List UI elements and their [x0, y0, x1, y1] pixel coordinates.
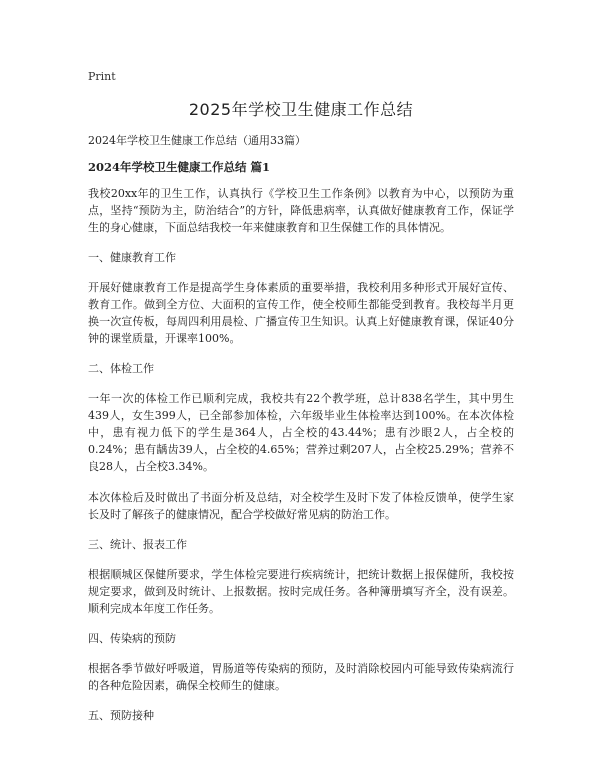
document-subtitle: 2024年学校卫生健康工作总结（通用33篇）	[88, 134, 306, 147]
section-title: 2024年学校卫生健康工作总结 篇1	[88, 160, 271, 174]
paragraph-physical-exam-results: 一年一次的体检工作已顺利完成，我校共有22个教学班，总计838名学生，其中男生439人，女生399人，已全部参加体检，六年级毕业生体检率达到100%。在本次体检中，患有视力低下的学生是364人，占全校的43.44%；患有沙眼2人，占全校的0.24%；患有龋齿39人，占全校的4.65%；营养过剩207人，占全校25.29%；营养不良28人，占全校3.34%。	[88, 392, 514, 473]
paragraph-disease-prevention: 根据各季节做好呼吸道，胃肠道等传染病的预防，及时消除校园内可能导致传染病流行的各种危险因素，确保全校师生的健康。	[88, 662, 514, 692]
section-heading-physical-exam: 二、体检工作	[88, 362, 154, 375]
section-heading-statistics: 三、统计、报表工作	[88, 538, 187, 551]
print-label: Print	[88, 70, 116, 83]
intro-paragraph: 我校20xx年的卫生工作，认真执行《学校卫生工作条例》以教育为中心，以预防为重点，坚持“预防为主，防治结合”的方针，降低患病率，认真做好健康教育工作，保证学生的身心健康，下面总结我校一年来健康教育和卫生保健工作的具体情况。	[88, 187, 514, 234]
section-heading-vaccination: 五、预防接种	[88, 709, 154, 722]
section-heading-disease-prevention: 四、传染病的预防	[88, 632, 176, 645]
document-title: 2025年学校卫生健康工作总结	[188, 100, 414, 119]
paragraph-health-education: 开展好健康教育工作是提高学生身体素质的重要举措，我校利用多种形式开展好宣传、教育工作。做到全方位、大面积的宣传工作，使全校师生都能受到教育。我校每半月更换一次宣传板，每周四利用晨检、广播宣传卫生知识。认真上好健康教育课，保证40分钟的课堂质量，开课率100%。	[88, 281, 514, 345]
section-heading-health-education: 一、健康教育工作	[88, 251, 176, 264]
paragraph-physical-exam-followup: 本次体检后及时做出了书面分析及总结，对全校学生及时下发了体检反馈单，使学生家长及时了解孩子的健康情况，配合学校做好常见病的防治工作。	[88, 491, 514, 521]
paragraph-statistics: 根据顺城区保健所要求，学生体检完要进行疾病统计，把统计数据上报保健所，我校按规定要求，做到及时统计、上报数据。按时完成任务。各种簿册填写齐全，没有误差。顺利完成本年度工作任务。	[88, 568, 514, 615]
